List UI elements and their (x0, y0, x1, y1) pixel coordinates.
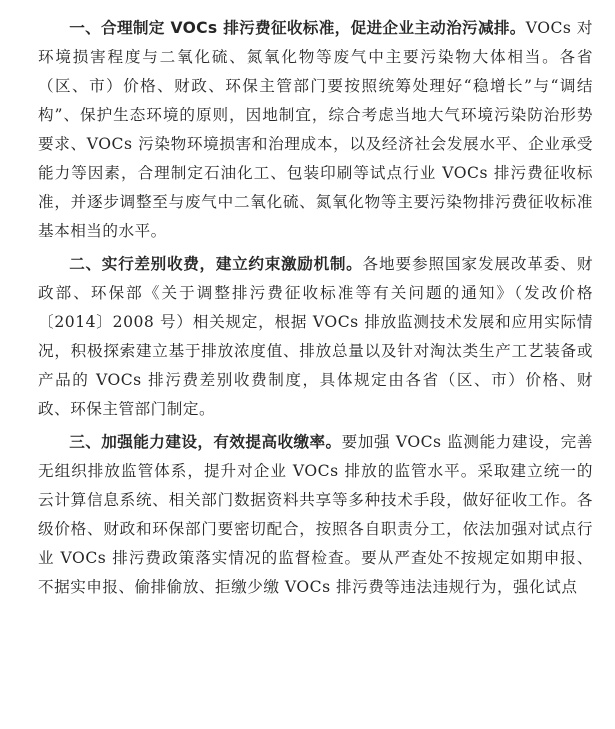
paragraph-heading: 二、实行差别收费，建立约束激励机制。 (69, 255, 363, 273)
paragraph-body: 要加强 VOCs 监测能力建设，完善无组织排放监管体系，提升对企业 VOCs 排放的监管水平。采取建立统一的云计算信息系统、相关部门数据资料共享等多种技术手段，做好征收工作。各级价格、财政和环保部门要密切配合，按照各自职责分工，依法加强对试点行业 VOCs 排污费政策落实情况的监督检查。要从严查处不按规定如期申报、不据实申报、偷排偷放、拒缴少缴 VOCs 排污费等违法违规行为，强化试点 (38, 433, 593, 596)
paragraph-heading: 一、合理制定 VOCs 排污费征收标准，促进企业主动治污减排。 (69, 19, 526, 37)
document-page (38, 14, 593, 602)
paragraph-body: VOCs 对环境损害程度与二氧化硫、氮氧化物等废气中主要污染物大体相当。各省（区、市）价格、财政、环保主管部门要按照统筹处理好“稳增长”与“调结构”、保护生态环境的原则，因地制宜，综合考虑当地大气环境污染防治形势要求、VOCs 污染物环境损害和治理成本，以及经济社会发展水平、企业承受能力等因素，合理制定石油化工、包装印刷等试点行业 VOCs 排污费征收标准，并逐步调整至与废气中二氧化硫、氮氧化物等主要污染物排污费征收标准基本相当的水平。 (38, 19, 594, 240)
paragraph-differential-fees (38, 250, 593, 424)
paragraph-heading: 三、加强能力建设，有效提高收缴率。 (69, 433, 342, 451)
paragraph-voc-standard (38, 14, 593, 246)
paragraph-capacity-building (38, 428, 593, 602)
paragraph-body: 各地要参照国家发展改革委、财政部、环保部《关于调整排污费征收标准等有关问题的通知》（发改价格〔2014〕2008 号）相关规定，根据 VOCs 排放监测技术发展和应用实际情况，积极探索建立基于排放浓度值、排放总量以及针对淘汰类生产工艺装备或产品的 VOCs 排污费差别收费制度，具体规定由各省（区、市）价格、财政、环保主管部门制定。 (38, 255, 593, 418)
